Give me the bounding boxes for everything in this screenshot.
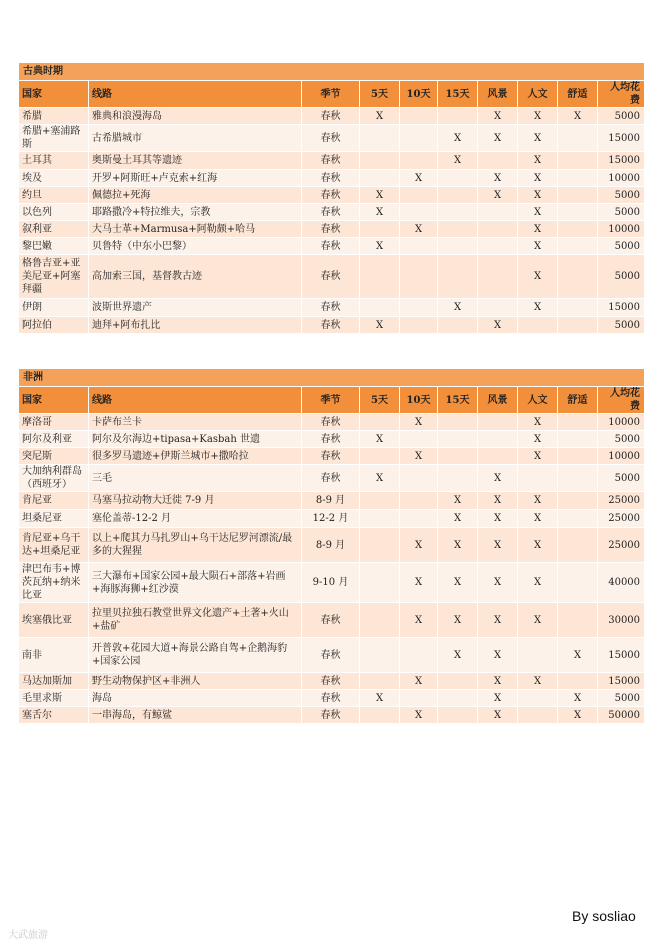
table-cell <box>400 431 438 448</box>
column-header: 线路 <box>89 81 302 108</box>
table-row <box>19 431 645 448</box>
table-row <box>19 170 645 187</box>
table-cell: 春秋 <box>302 603 360 638</box>
table-cell: 春秋 <box>302 690 360 707</box>
table-cell: X <box>400 414 438 431</box>
table-cell: 开罗+阿斯旺+卢克索+红海 <box>89 170 302 187</box>
table-row <box>19 187 645 204</box>
table-cell: 海岛 <box>89 690 302 707</box>
table-cell: 5000 <box>598 317 645 334</box>
table-cell <box>558 221 598 238</box>
table-cell: X <box>478 108 518 125</box>
table-cell: X <box>478 510 518 528</box>
table-cell: X <box>400 448 438 465</box>
table-cell <box>518 638 558 673</box>
table-cell: 5000 <box>598 690 645 707</box>
table-cell: 佩德拉+死海 <box>89 187 302 204</box>
header-row <box>19 81 645 108</box>
table-cell: 迪拜+阿布扎比 <box>89 317 302 334</box>
table-cell: 三大瀑布+国家公园+最大陨石+部落+岩画+海豚海狮+红沙漠 <box>89 563 302 603</box>
table-cell <box>400 187 438 204</box>
table-cell <box>518 317 558 334</box>
table-cell: 约旦 <box>19 187 89 204</box>
table-cell: 25000 <box>598 528 645 563</box>
table-cell: 10000 <box>598 221 645 238</box>
table-cell <box>360 673 400 690</box>
table-cell: 春秋 <box>302 255 360 299</box>
table-cell: X <box>360 317 400 334</box>
table-cell: X <box>518 673 558 690</box>
table-cell: 15000 <box>598 638 645 673</box>
table-cell: 贝鲁特（中东小巴黎） <box>89 238 302 255</box>
table-cell: 摩洛哥 <box>19 414 89 431</box>
column-header: 15天 <box>438 387 478 414</box>
table-cell <box>438 448 478 465</box>
table-cell: X <box>400 563 438 603</box>
table-cell <box>558 528 598 563</box>
table-cell <box>438 414 478 431</box>
table-cell <box>558 125 598 152</box>
table-cell <box>360 170 400 187</box>
table-row <box>19 528 645 563</box>
column-header: 国家 <box>19 387 89 414</box>
table-cell: 阿拉伯 <box>19 317 89 334</box>
table-cell: 肯尼亚 <box>19 492 89 510</box>
table-cell <box>438 707 478 724</box>
table-cell: 雅典和浪漫海岛 <box>89 108 302 125</box>
table-cell: 5000 <box>598 187 645 204</box>
table-cell <box>558 299 598 317</box>
table-cell: 大马士革+Marmusa+阿勒颇+哈马 <box>89 221 302 238</box>
table-cell: 5000 <box>598 465 645 492</box>
table-cell: X <box>478 170 518 187</box>
table-row <box>19 603 645 638</box>
table-cell: X <box>518 221 558 238</box>
table-cell <box>558 255 598 299</box>
table-cell: 拉里贝拉独石教堂世界文化遗产+土著+火山+盐矿 <box>89 603 302 638</box>
table-cell <box>360 125 400 152</box>
table-row <box>19 563 645 603</box>
table-row <box>19 221 645 238</box>
table-row <box>19 238 645 255</box>
table-cell: X <box>478 125 518 152</box>
table-cell: X <box>518 431 558 448</box>
table-cell: X <box>518 238 558 255</box>
table-row <box>19 673 645 690</box>
table-cell <box>438 187 478 204</box>
table-cell: 塞伦盖蒂-12-2 月 <box>89 510 302 528</box>
table-cell: 5000 <box>598 108 645 125</box>
table-cell: X <box>518 204 558 221</box>
table-cell <box>360 152 400 170</box>
table-cell: 希腊+塞浦路斯 <box>19 125 89 152</box>
table-cell: X <box>478 187 518 204</box>
table-cell <box>558 204 598 221</box>
table-cell <box>400 238 438 255</box>
table-cell <box>518 465 558 492</box>
table-cell: X <box>518 492 558 510</box>
table-row <box>19 414 645 431</box>
table-cell: 埃塞俄比亚 <box>19 603 89 638</box>
byline: By sosliao <box>572 908 636 924</box>
table-cell: 春秋 <box>302 187 360 204</box>
column-header: 5天 <box>360 81 400 108</box>
column-header: 舒适 <box>558 81 598 108</box>
table-cell: X <box>478 690 518 707</box>
table-cell <box>438 204 478 221</box>
table-cell <box>360 707 400 724</box>
table-cell: 15000 <box>598 125 645 152</box>
column-header: 人均花费 <box>598 387 645 414</box>
table-cell: 40000 <box>598 563 645 603</box>
table-cell: X <box>438 492 478 510</box>
table-row <box>19 152 645 170</box>
table-cell: X <box>518 528 558 563</box>
table-cell <box>558 431 598 448</box>
table-cell <box>478 448 518 465</box>
table-cell: 10000 <box>598 170 645 187</box>
table-cell: 叙利亚 <box>19 221 89 238</box>
column-header: 风景 <box>478 387 518 414</box>
table-cell: 波斯世界遗产 <box>89 299 302 317</box>
table-cell: X <box>518 563 558 603</box>
table-cell: 5000 <box>598 255 645 299</box>
table-cell: 50000 <box>598 707 645 724</box>
table-row <box>19 465 645 492</box>
table-cell: 开普敦+花园大道+海景公路自驾+企鹅海豹+国家公园 <box>89 638 302 673</box>
table-cell: 奥斯曼土耳其等遗迹 <box>89 152 302 170</box>
table-cell: 塞舌尔 <box>19 707 89 724</box>
table-cell <box>360 492 400 510</box>
table-cell: X <box>400 221 438 238</box>
table-cell: X <box>478 673 518 690</box>
table-cell: X <box>360 465 400 492</box>
table-cell <box>558 510 598 528</box>
table-cell: X <box>478 638 518 673</box>
table-cell: 马塞马拉动物大迁徙 7-9 月 <box>89 492 302 510</box>
table-cell: 9-10 月 <box>302 563 360 603</box>
table-cell: 春秋 <box>302 638 360 673</box>
column-header: 季节 <box>302 81 360 108</box>
table-cell: X <box>518 510 558 528</box>
table-cell: X <box>360 204 400 221</box>
table-cell: X <box>518 299 558 317</box>
classical-table <box>18 62 645 334</box>
table-row <box>19 299 645 317</box>
table-cell: 春秋 <box>302 299 360 317</box>
table-cell <box>438 108 478 125</box>
table-cell: 25000 <box>598 510 645 528</box>
table-cell: X <box>400 170 438 187</box>
table-cell <box>400 638 438 673</box>
table-cell: X <box>518 187 558 204</box>
table-cell <box>558 238 598 255</box>
table-cell <box>360 638 400 673</box>
table-cell <box>558 465 598 492</box>
table-cell: 土耳其 <box>19 152 89 170</box>
table-cell <box>360 448 400 465</box>
table-cell <box>360 255 400 299</box>
table-cell: X <box>518 414 558 431</box>
table-cell: X <box>518 170 558 187</box>
table-cell: X <box>438 125 478 152</box>
table-cell: 15000 <box>598 299 645 317</box>
table-cell: X <box>438 528 478 563</box>
table-row <box>19 125 645 152</box>
table-cell: 伊朗 <box>19 299 89 317</box>
table-cell: X <box>518 125 558 152</box>
table-cell: 春秋 <box>302 414 360 431</box>
table-cell: 8-9 月 <box>302 528 360 563</box>
table-cell: X <box>558 690 598 707</box>
table-cell <box>438 317 478 334</box>
table-cell <box>558 170 598 187</box>
table-cell: X <box>438 299 478 317</box>
table-cell: 大加纳利群岛（西班牙） <box>19 465 89 492</box>
table-cell <box>400 108 438 125</box>
table-cell <box>360 510 400 528</box>
table-cell: X <box>360 187 400 204</box>
header-row <box>19 387 645 414</box>
table-row <box>19 638 645 673</box>
table-cell: 春秋 <box>302 317 360 334</box>
table-cell: 希腊 <box>19 108 89 125</box>
table-cell: X <box>438 638 478 673</box>
table-cell: X <box>478 492 518 510</box>
table-cell <box>360 414 400 431</box>
table-cell: X <box>518 108 558 125</box>
table-cell: 突尼斯 <box>19 448 89 465</box>
table-cell <box>558 187 598 204</box>
table-cell <box>400 465 438 492</box>
column-header: 人均花费 <box>598 81 645 108</box>
column-header: 15天 <box>438 81 478 108</box>
table-cell: 卡萨布兰卡 <box>89 414 302 431</box>
table-cell: X <box>478 603 518 638</box>
table-cell: X <box>438 563 478 603</box>
table-cell <box>558 152 598 170</box>
table-cell: 春秋 <box>302 204 360 221</box>
section-title-row <box>19 369 645 387</box>
table-row <box>19 108 645 125</box>
table-cell: X <box>478 465 518 492</box>
table-cell: 津巴布韦+博茨瓦纳+纳米比亚 <box>19 563 89 603</box>
table-row <box>19 492 645 510</box>
table-row <box>19 690 645 707</box>
table-row <box>19 255 645 299</box>
table-cell: 阿尔及尔海边+tipasa+Kasbah 世遗 <box>89 431 302 448</box>
table-cell: 15000 <box>598 673 645 690</box>
table-cell: X <box>518 603 558 638</box>
table-cell <box>400 492 438 510</box>
table-cell: 15000 <box>598 152 645 170</box>
table-cell <box>438 221 478 238</box>
column-header: 人文 <box>518 81 558 108</box>
table-cell: 8-9 月 <box>302 492 360 510</box>
table-cell <box>438 255 478 299</box>
table-cell: 30000 <box>598 603 645 638</box>
table-cell <box>518 707 558 724</box>
column-header: 舒适 <box>558 387 598 414</box>
table-cell: 5000 <box>598 204 645 221</box>
table-cell: 25000 <box>598 492 645 510</box>
table-cell: X <box>400 528 438 563</box>
table-cell <box>518 690 558 707</box>
table-row <box>19 707 645 724</box>
table-cell <box>478 221 518 238</box>
table-cell <box>438 690 478 707</box>
table-cell: X <box>438 152 478 170</box>
table-cell <box>360 299 400 317</box>
table-cell <box>478 238 518 255</box>
table-cell <box>558 317 598 334</box>
table-cell <box>438 238 478 255</box>
table-cell: X <box>478 563 518 603</box>
table-cell <box>400 317 438 334</box>
table-cell: 春秋 <box>302 465 360 492</box>
table-cell: X <box>518 255 558 299</box>
table-cell <box>400 510 438 528</box>
table-cell: 马达加斯加 <box>19 673 89 690</box>
table-cell <box>478 152 518 170</box>
table-cell <box>558 414 598 431</box>
table-cell: 春秋 <box>302 707 360 724</box>
table-cell <box>478 414 518 431</box>
column-header: 风景 <box>478 81 518 108</box>
table-cell: 春秋 <box>302 108 360 125</box>
table-cell: 春秋 <box>302 673 360 690</box>
africa-table <box>18 368 645 724</box>
table-cell <box>558 492 598 510</box>
column-header: 人文 <box>518 387 558 414</box>
section-title-row <box>19 63 645 81</box>
table-cell: 10000 <box>598 414 645 431</box>
table-cell: 一串海岛，有鲸鲨 <box>89 707 302 724</box>
column-header: 季节 <box>302 387 360 414</box>
table-cell <box>438 673 478 690</box>
table-cell <box>478 255 518 299</box>
table-cell <box>360 221 400 238</box>
table-cell <box>438 170 478 187</box>
table-cell <box>360 603 400 638</box>
table-cell: 5000 <box>598 431 645 448</box>
table-cell: X <box>400 707 438 724</box>
table-cell <box>400 690 438 707</box>
table-cell: X <box>518 448 558 465</box>
table-cell: 春秋 <box>302 221 360 238</box>
table-cell: 高加索三国，基督教古迹 <box>89 255 302 299</box>
table-cell: 黎巴嫩 <box>19 238 89 255</box>
table-cell: 南非 <box>19 638 89 673</box>
table-cell <box>478 204 518 221</box>
table-cell <box>400 299 438 317</box>
column-header: 线路 <box>89 387 302 414</box>
table-cell: 肯尼亚+乌干达+坦桑尼亚 <box>19 528 89 563</box>
table-cell <box>558 563 598 603</box>
column-header: 10天 <box>400 81 438 108</box>
table-cell <box>360 563 400 603</box>
table-cell <box>360 528 400 563</box>
table-cell: 以上+爬其力马扎罗山+乌干达尼罗河漂流/最多的大猩猩 <box>89 528 302 563</box>
table-cell: 春秋 <box>302 448 360 465</box>
table-cell: X <box>478 707 518 724</box>
table-cell: 12-2 月 <box>302 510 360 528</box>
table-cell: 5000 <box>598 238 645 255</box>
table-cell: 耶路撒冷+特拉维夫，宗教 <box>89 204 302 221</box>
section-title: 古典时期 <box>19 63 645 81</box>
table-cell: 春秋 <box>302 238 360 255</box>
column-header: 10天 <box>400 387 438 414</box>
table-cell: 春秋 <box>302 152 360 170</box>
table-cell: 三毛 <box>89 465 302 492</box>
table-cell: X <box>478 528 518 563</box>
table-cell <box>558 448 598 465</box>
table-cell: X <box>360 108 400 125</box>
table-cell <box>438 465 478 492</box>
table-cell: 10000 <box>598 448 645 465</box>
table-cell: 毛里求斯 <box>19 690 89 707</box>
table-cell: X <box>558 707 598 724</box>
table-row <box>19 204 645 221</box>
table-cell: X <box>478 317 518 334</box>
table-cell: X <box>360 690 400 707</box>
column-header: 国家 <box>19 81 89 108</box>
table-cell: X <box>438 510 478 528</box>
table-cell <box>400 204 438 221</box>
table-cell: 春秋 <box>302 431 360 448</box>
table-cell: X <box>558 108 598 125</box>
table-cell <box>400 152 438 170</box>
table-cell <box>400 255 438 299</box>
table-cell: X <box>360 238 400 255</box>
table-cell <box>478 431 518 448</box>
watermark-logo: 大武旅游 <box>8 930 48 941</box>
table-cell: X <box>518 152 558 170</box>
table-cell <box>558 603 598 638</box>
table-cell <box>438 431 478 448</box>
column-header: 5天 <box>360 387 400 414</box>
table-row <box>19 448 645 465</box>
table-cell: 阿尔及利亚 <box>19 431 89 448</box>
table-cell: 埃及 <box>19 170 89 187</box>
table-cell: X <box>438 603 478 638</box>
table-cell: 坦桑尼亚 <box>19 510 89 528</box>
table-cell: X <box>400 673 438 690</box>
table-cell: X <box>558 638 598 673</box>
table-row <box>19 317 645 334</box>
table-cell: 以色列 <box>19 204 89 221</box>
table-cell: 格鲁吉亚+亚美尼亚+阿塞拜疆 <box>19 255 89 299</box>
section-title: 非洲 <box>19 369 645 387</box>
table-cell <box>478 299 518 317</box>
table-cell <box>400 125 438 152</box>
table-cell <box>558 673 598 690</box>
table-cell: 野生动物保护区+非洲人 <box>89 673 302 690</box>
table-cell: 很多罗马遗迹+伊斯兰城市+撒哈拉 <box>89 448 302 465</box>
table-cell: 春秋 <box>302 125 360 152</box>
table-cell: X <box>360 431 400 448</box>
table-cell: 春秋 <box>302 170 360 187</box>
table-cell: 古希腊城市 <box>89 125 302 152</box>
table-cell: X <box>400 603 438 638</box>
table-row <box>19 510 645 528</box>
